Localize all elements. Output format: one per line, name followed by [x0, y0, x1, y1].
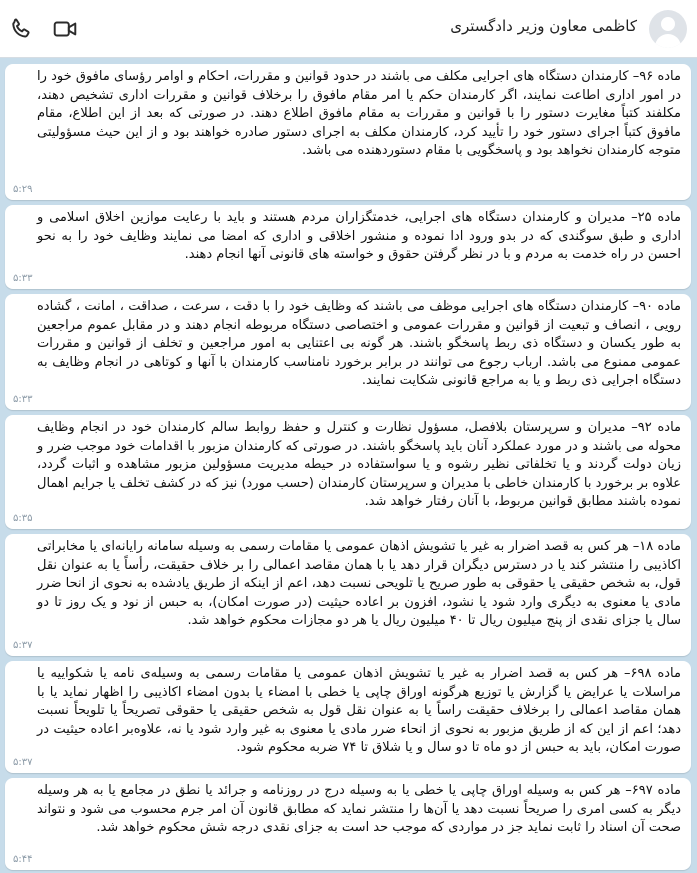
message-text: ماده ۹۲– مدیران و سرپرستان بلافصل، مسؤول نظارت و کنترل و حفظ روابط سالم کارمندان خود در انجام وظایف محوله می باشند و در مورد عملکرد آنان باید پاسخگو باشند. در صورتی که کارمندان مزبور با اقدامات خود موجب ضرر و زیان دولت گردند و یا تخلفاتی نظیر رشوه و یا سواستفاده در حیطه مدیریت مسؤولین مزبور مشاهده و اثبات گردد، علاوه بر برخورد با کارمندان خاطی با مدیران و سرپرستان کارمندان (حسب مورد) نیز که در کشف تخلف یا جرایم اهمال نموده باشند مطابق قوانین مربوط، با آنان رفتار خواهد شد. [37, 420, 681, 509]
message-time: ۵:۳۷ [13, 640, 33, 651]
message-text: ماده ۹۶– کارمندان دستگاه های اجرایی مکلف می باشند در حدود قوانین و مقررات، احکام و اوامر رؤسای مافوق خود را در امور اداری اطاعت نمایند، اگر کارمندان حکم یا امر مقام مافوق را برخلاف قوانین و مقررات اداری تشخیص دهند، مکلفند کتباً مغایرت دستور را با قوانین و مقررات به مقام مافوق اطلاع دهند. در صورتی که بعد از این اطلاع، مقام مافوق کتباً اجرای دستور خود را تأیید کرد، کارمندان مکلف به اجرای دستور صادره خواهند بود و از این حیث مسؤولیتی متوجه کارمندان نخواهد بود و پاسخگویی با مقام دستوردهنده می باشد. [37, 69, 681, 158]
message-time: ۵:۳۳ [13, 273, 33, 284]
phone-icon [8, 16, 34, 42]
message-time: ۵:۴۴ [13, 854, 33, 865]
message-bubble[interactable] [5, 778, 691, 870]
message-bubble[interactable] [5, 415, 691, 529]
message-list[interactable] [0, 58, 697, 873]
message-text: ماده ۲۵– مدیران و کارمندان دستگاه های اجرایی، خدمتگزاران مردم هستند و باید با رعایت موازین اخلاق اسلامی و اداری و طبق سوگندی که در بدو ورود ادا نموده و منشور اخلاقی و اداری که امضا می نمایند وظایف خود را به نحو احسن در راه خدمت به مردم و با در نظر گرفتن حقوق و خواسته های قانونی آنها انجام دهند. [37, 210, 681, 262]
message-time: ۵:۳۷ [13, 757, 33, 768]
video-camera-icon [52, 16, 78, 42]
message-bubble[interactable] [5, 205, 691, 289]
avatar-person-icon [661, 17, 675, 31]
video-call-button[interactable] [52, 16, 78, 42]
message-text: ماده ۶۹۸– هر کس به قصد اضرار به غیر یا تشویش اذهان عمومی یا مقامات رسمی به وسیله‌ی نامه یا شکواییه یا مراسلات یا عرایض یا گزارش یا توزیع هرگونه اوراق چاپی یا خطی با امضاء یا بدون امضاء اکاذیبی را اظهار نماید یا با همان مقاصد اعمالی را برخلاف حقیقت راساً یا به عنوان نقل قول به شخص حقیقی یا حقوقی تصریحاً یا تلویحاً نسبت دهد؛ اعم از این که از طریق مزبور به نحوی از انحاء ضرر مادی یا معنوی به غیر وارد شود یا نه، علاوه‌بر اعاده حیثیت در صورت امکان، باید به حبس از دو ماه تا دو سال و یا شلاق تا ۷۴ ضربه محکوم شود. [37, 666, 681, 755]
message-time: ۵:۲۹ [13, 184, 33, 195]
message-bubble[interactable] [5, 64, 691, 200]
message-time: ۵:۳۳ [13, 394, 33, 405]
message-bubble[interactable] [5, 294, 691, 410]
message-bubble[interactable] [5, 534, 691, 656]
message-text: ماده ۶۹۷– هر کس به وسیله اوراق چاپی یا خطی یا به وسیله درج در روزنامه و جرائد یا نطق در مجامع یا به هر وسیله دیگر به کسی امری را صریحاً نسبت دهد یا آن‌ها را منتشر نماید که مطابق قانون آن امر جرم محسوب می شود و نتواند صحت آن اسناد را ثابت نماید جز در مواردی که موجب حد است به جزای نقدی درجه شش محکوم خواهد شد. [37, 783, 681, 835]
chat-header [0, 0, 697, 58]
message-text: ماده ۹۰– کارمندان دستگاه های اجرایی موظف می باشند که وظایف خود را با دقت ، سرعت ، صداقت ، امانت ، گشاده رویی ، انصاف و تبعیت از قوانین و مقررات عمومی و اختصاصی دستگاه مربوطه انجام دهند و در مقابل عموم مراجعین به طور یکسان و دستگاه ذی ربط پاسخگو باشند. هر گونه بی اعتنایی به امور مراجعین و تخلف از قوانین و مقررات عمومی ممنوع می باشد. ارباب رجوع می توانند در برابر برخورد نامناسب کارمندان با آنها و کوتاهی در انجام وظایف به دستگاه اجرایی ذی ربط و یا به مراجع قانونی شکایت نمایند. [37, 299, 681, 388]
message-bubble[interactable] [5, 661, 691, 773]
contact-name[interactable]: کاظمی معاون وزیر دادگستری [450, 17, 637, 35]
message-text: ماده ۱۸– هر کس به قصد اضرار به غیر یا تشویش اذهان عمومی یا مقامات رسمی به وسیله سامانه رایانه‌ای یا مخابراتی اکاذیبی را منتشر کند یا در دسترس دیگران قرار دهد یا با همان مقاصد اعمالی را بر خلاف حقیقت، رأساً یا به عنوان نقل قول، به شخص حقیقی یا حقوقی به طور صریح یا تلویحی نسبت دهد، اعم از اینکه از طریق یادشده به نحوی از انحا ضرر مادی یا معنوی به دیگری وارد شود یا نشود، افزون بر اعاده حیثیت (در صورت امکان)، به حبس از نود و یک روز تا دو سال یا جزای نقدی از پنج میلیون ریال تا ۴۰ میلیون ریال یا هر دو مجازات محکوم خواهد شد. [37, 539, 681, 628]
phone-call-button[interactable] [8, 16, 34, 42]
avatar[interactable] [649, 10, 687, 48]
message-time: ۵:۳۵ [13, 513, 33, 524]
